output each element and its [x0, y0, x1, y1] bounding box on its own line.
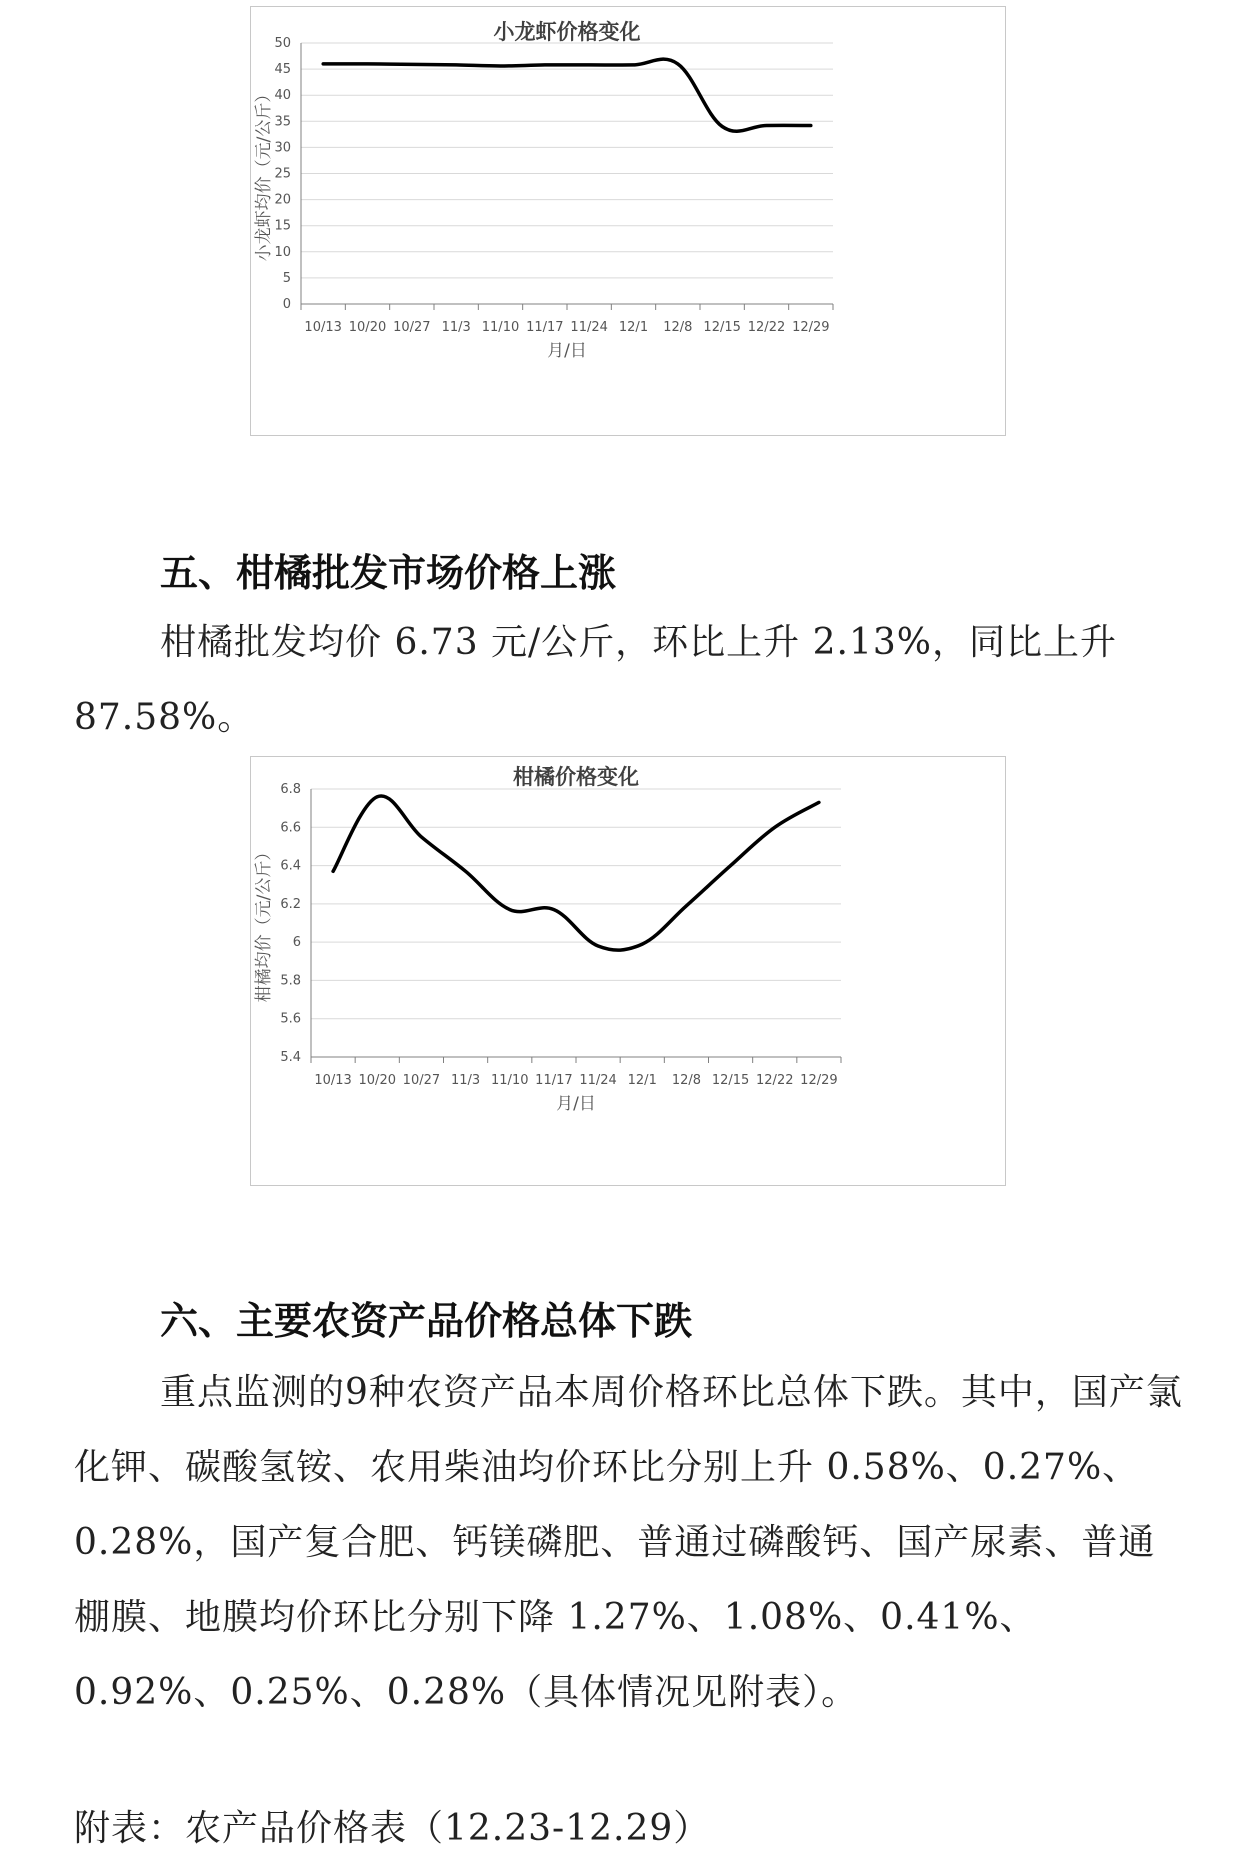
- citrus-y-tick-label: 5.4: [280, 1050, 301, 1065]
- citrus-x-tick-label: 10/20: [358, 1073, 396, 1088]
- citrus-x-axis-label: 月/日: [556, 1094, 596, 1114]
- section5-paragraph: 柑橘批发均价 6.73 元/公斤，环比上升 2.13%，同比上升 87.58%。: [74, 622, 1117, 738]
- crayfish-y-tick-label: 20: [274, 192, 291, 208]
- citrus-y-tick-label: 6.2: [280, 896, 301, 912]
- citrus-x-tick-label: 11/3: [450, 1073, 481, 1088]
- crayfish-y-axis-label: 小龙虾均价（元/公斤）: [254, 85, 274, 262]
- crayfish-x-tick-label: 10/20: [348, 320, 387, 335]
- citrus-price-chart: [250, 756, 1006, 1186]
- citrus-y-tick-label: 5.8: [280, 973, 301, 989]
- citrus-x-tick-label: 11/17: [535, 1073, 573, 1088]
- crayfish-x-tick-label: 11/3: [441, 320, 471, 335]
- crayfish-y-tick-label: 0: [282, 297, 291, 312]
- section5-heading: 五、柑橘批发市场价格上涨: [160, 551, 617, 595]
- citrus-y-tick-label: 6: [292, 935, 301, 951]
- crayfish-x-tick-label: 11/17: [526, 320, 564, 335]
- citrus-y-tick-label: 6.4: [280, 858, 301, 874]
- crayfish-chart-title: 小龙虾价格变化: [493, 20, 641, 44]
- citrus-y-tick-label: 6.8: [280, 782, 301, 797]
- crayfish-x-axis-label: 月/日: [547, 341, 587, 361]
- citrus-y-tick-label: 5.6: [280, 1011, 301, 1027]
- citrus-series-line: [333, 796, 819, 950]
- citrus-chart-title: 柑橘价格变化: [513, 765, 639, 789]
- citrus-chart-svg: [251, 757, 1005, 1185]
- crayfish-x-tick-label: 12/8: [663, 320, 693, 335]
- appendix-note: 附表：农产品价格表（12.23-12.29）: [74, 1808, 711, 1849]
- crayfish-y-tick-label: 30: [274, 140, 291, 156]
- crayfish-y-tick-label: 10: [274, 244, 291, 260]
- crayfish-x-tick-label: 12/29: [792, 320, 830, 335]
- crayfish-x-tick-label: 11/10: [481, 320, 520, 335]
- citrus-x-tick-label: 10/27: [402, 1073, 441, 1088]
- section6-paragraph: 重点监测的9种农资产品本周价格环比总体下跌。其中，国产氯化钾、碳酸氢铵、农用柴油均价环比分别上升 0.58%、0.27%、0.28%，国产复合肥、钙镁磷肥、普通过磷酸钙、国产尿素、普通棚膜、地膜均价环比分别下降 1.27%、1.08%、0.41%、0.92%、0.25%、0.28%（具体情况见附表）。: [74, 1372, 1183, 1713]
- crayfish-y-tick-label: 40: [274, 88, 291, 104]
- crayfish-y-tick-label: 50: [274, 36, 291, 51]
- crayfish-y-tick-label: 15: [274, 218, 291, 234]
- crayfish-x-tick-label: 12/22: [747, 320, 786, 335]
- crayfish-y-tick-label: 45: [274, 62, 291, 78]
- citrus-y-axis-label: 柑橘均价（元/公斤）: [254, 843, 274, 1003]
- citrus-x-tick-label: 11/24: [579, 1073, 617, 1088]
- citrus-x-tick-label: 12/8: [671, 1073, 702, 1088]
- crayfish-y-tick-label: 25: [274, 166, 291, 182]
- crayfish-x-tick-label: 12/1: [618, 320, 649, 335]
- section6-heading: 六、主要农资产品价格总体下跌: [160, 1299, 693, 1343]
- crayfish-x-tick-label: 10/27: [393, 320, 431, 335]
- crayfish-price-chart: [250, 6, 1006, 436]
- citrus-y-tick-label: 6.6: [280, 820, 301, 836]
- crayfish-x-tick-label: 11/24: [570, 320, 608, 335]
- crayfish-x-tick-label: 10/13: [304, 320, 342, 335]
- crayfish-chart-svg: [251, 7, 1005, 435]
- citrus-x-tick-label: 12/15: [711, 1073, 750, 1088]
- crayfish-y-tick-label: 35: [274, 114, 291, 130]
- citrus-x-tick-label: 12/29: [800, 1073, 838, 1088]
- citrus-x-tick-label: 12/1: [627, 1073, 657, 1088]
- crayfish-x-tick-label: 12/15: [703, 320, 741, 335]
- crayfish-y-tick-label: 5: [282, 270, 291, 286]
- citrus-x-tick-label: 10/13: [314, 1073, 352, 1088]
- citrus-x-tick-label: 11/10: [491, 1073, 529, 1088]
- citrus-x-tick-label: 12/22: [756, 1073, 794, 1088]
